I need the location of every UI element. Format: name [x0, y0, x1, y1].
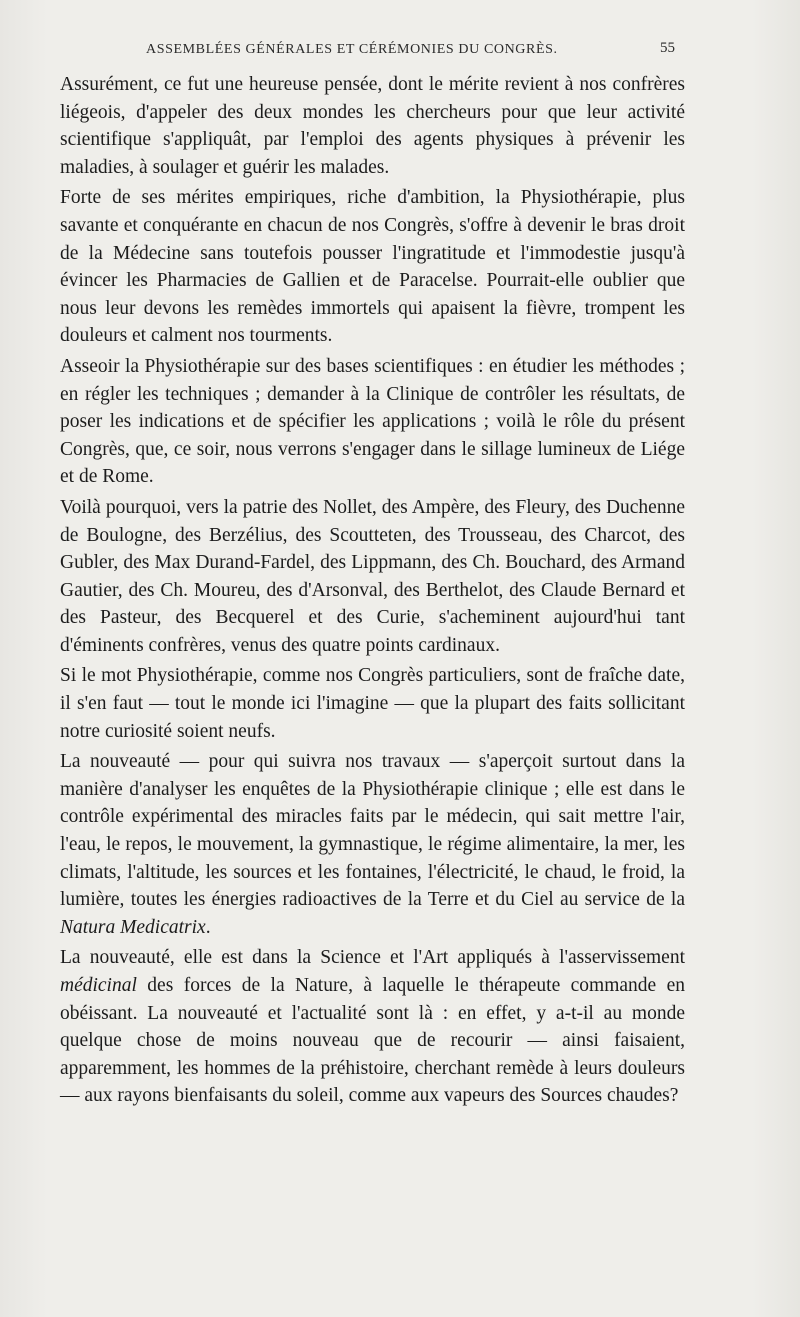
body-text [60, 71, 685, 1113]
running-title: ASSEMBLÉES GÉNÉRALES ET CÉRÉMONIES DU CONGRÈS. [146, 42, 558, 57]
paragraph-7-text: La nouveauté, elle est dans la Science et l'Art appliqués à l'asservissement [60, 947, 685, 969]
paragraph-2: Forte de ses mérites empiriques, riche d'ambition, la Physiothérapie, plus savante et conquérante en chacun de nos Congrès, s'offre à devenir le bras droit de la Médecine sans toutefois pousser l'ingratitude et l'immodestie jusqu'à évincer les Pharmacies de Gallien et de Paracelse. Pourrait-elle oublier que nous leur devons les remèdes immortels qui apaisent la fièvre, trompent les douleurs et calment nos tourments. [60, 187, 685, 347]
page-number: 55 [660, 40, 675, 56]
natura-medicatrix-term: Natura Medicatrix [60, 916, 206, 938]
paragraph-7 [60, 944, 685, 1110]
paragraph-6-text: La nouveauté — pour qui suivra nos travaux — s'aperçoit surtout dans la manière d'analyser les enquêtes de la Physiothérapie clinique ; elle est dans le contrôle expérimental des miracles faits par le médecin, qui sait mettre l'air, l'eau, le repos, le mouvement, la gymnastique, le régime alimentaire, la mer, les climats, l'altitude, les sources et les fontaines, l'électricité, le chaud, le froid, la lumière, toutes les énergies radioactives de la Terre et du Ciel au service de la [60, 751, 685, 911]
paragraph-7-end: des forces de la Nature, à laquelle le thérapeute commande en obéissant. La nouveauté et l'actualité sont là : en effet, y a-t-il au monde quelque chose de moins nouveau que de recourir — ainsi faisaient, apparemment, les hommes de la préhistoire, cherchant remède à leurs douleurs — aux rayons bienfaisants du soleil, comme aux vapeurs des Sources chaudes? [60, 975, 685, 1107]
medicinal-term: médicinal [60, 975, 137, 996]
paragraph-4: Voilà pourquoi, vers la patrie des Nollet, des Ampère, des Fleury, des Duchenne de Boulogne, des Berzélius, des Scoutteten, des Trousseau, des Charcot, des Gubler, des Max Durand-Fardel, des Lippmann, des Ch. Bouchard, des Armand Gautier, des Ch. Moureu, des d'Arsonval, des Berthelot, des Claude Bernard et des Pasteur, des Becquerel et des Curie, s'acheminent aujourd'hui tant d'éminents confrères, venus des quatre points cardinaux. [60, 496, 685, 656]
paragraph-6 [60, 748, 685, 941]
paragraph-6-end: . [205, 916, 211, 938]
paragraph-3: Asseoir la Physiothérapie sur des bases scientifiques : en étudier les méthodes ; en régler les techniques ; demander à la Clinique de contrôler les résultats, de poser les indications et de spécifier les applications ; voilà le rôle du présent Congrès, que, ce soir, nous verrons s'engager dans le sillage lumineux de Liége et de Rome. [60, 355, 685, 488]
paragraph-5: Si le mot Physiothérapie, comme nos Congrès particuliers, sont de fraîche date, il s'en faut — tout le monde ici l'imagine — que la plupart des faits sollicitant notre curiosité soient neufs. [60, 665, 685, 742]
paragraph-1: Assurément, ce fut une heureuse pensée, dont le mérite revient à nos confrères liégeois, d'appeler des deux mondes les chercheurs pour que leur activité scientifique s'appliquât, par l'emploi des agents physiques à prévenir les maladies, à soulager et guérir les malades. [60, 74, 685, 178]
